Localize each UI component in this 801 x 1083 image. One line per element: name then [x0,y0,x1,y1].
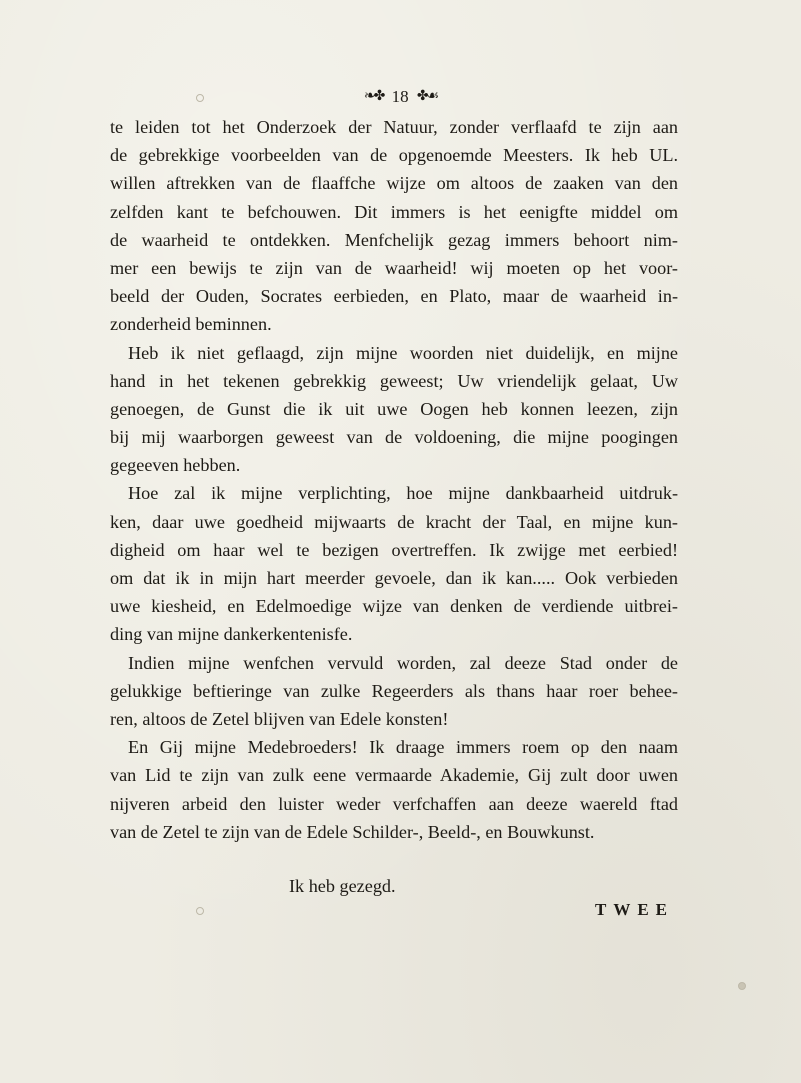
text-line: Heb ik niet geflaagd, zijn mijne woorden niet duidelijk, en mijne [128,342,678,363]
text-line: de waarheid te ontdekken. Menfchelijk gezag immers behoort nim- [110,229,678,250]
text-line: de gebrekkige voorbeelden van de opgenoemde Meesters. Ik heb UL. [110,145,678,166]
catchword: TWEE [595,900,675,919]
text-line: zonderheid beminnen. [110,314,272,335]
text-line: te leiden tot het Onderzoek der Natuur, zonder verflaafd te zijn aan [110,117,678,137]
paper-speck [196,907,204,915]
text-line: willen aftrekken van de flaaffche wijze om altoos de zaaken van den [110,173,678,194]
text-line: genoegen, de Gunst die ik uit uwe Oogen heb konnen leezen, zijn [110,398,678,419]
text-line: van de Zetel te zijn van de Edele Schilder-, Beeld-, en Bouwkunst. [110,821,595,842]
text-line: beeld der Ouden, Socrates eerbieden, en Plato, maar de waarheid in- [110,286,678,307]
text-line: Indien mijne wenfchen vervuld worden, zal deeze Stad onder de [128,652,678,673]
text-line: bij mij waarborgen geweest van de voldoening, die mijne poogingen [110,427,678,448]
text-line: En Gij mijne Medebroeders! Ik draage immers roem op den naam [128,737,678,758]
page-number: 18 [391,87,409,107]
text-line: mer een bewijs te zijn van de waarheid! wij moeten op het voor- [110,257,678,278]
page-header [0,84,801,108]
text-line: uwe kiesheid, en Edelmoedige wijze van denken de verdiende uitbrei- [110,596,678,617]
text-line: zelfden kant te befchouwen. Dit immers is het eenigfte middel om [110,201,678,222]
text-line: nijveren arbeid den luister weder verfchaffen aan deeze waereld ftad [110,793,678,814]
text-line: ken, daar uwe goedheid mijwaarts de kracht der Taal, en mijne kun- [110,511,678,532]
text-line: om dat ik in mijn hart meerder gevoele, dan ik kan..... Ook verbieden [110,568,678,588]
text-line: gegeeven hebben. [110,455,241,476]
text-line: digheid om haar wel te bezigen overtreffen. Ik zwijge met eerbied! [110,539,678,560]
text-line: gelukkige beftieringe van zulke Regeerders als thans haar roer behee- [110,680,678,701]
paper-speck [738,982,746,990]
text-line: van Lid te zijn van zulk eene vermaarde Akademie, Gij zult door uwen [110,765,678,786]
text-line: Hoe zal ik mijne verplichting, hoe mijne dankbaarheid uitdruk- [128,483,678,504]
text-line: hand in het tekenen gebrekkig geweest; Uw vriendelijk gelaat, Uw [110,370,678,391]
fleuron-ornament-icon: ❧✤ [363,89,384,105]
signoff-line: Ik heb gezegd. [289,876,396,896]
text-line: ren, altoos de Zetel blijven van Edele konsten! [110,708,449,729]
body-text [110,113,678,846]
fleuron-ornament-icon: ✤☙ [416,89,438,105]
text-line: ding van mijne dankerkentenisfe. [110,624,353,645]
